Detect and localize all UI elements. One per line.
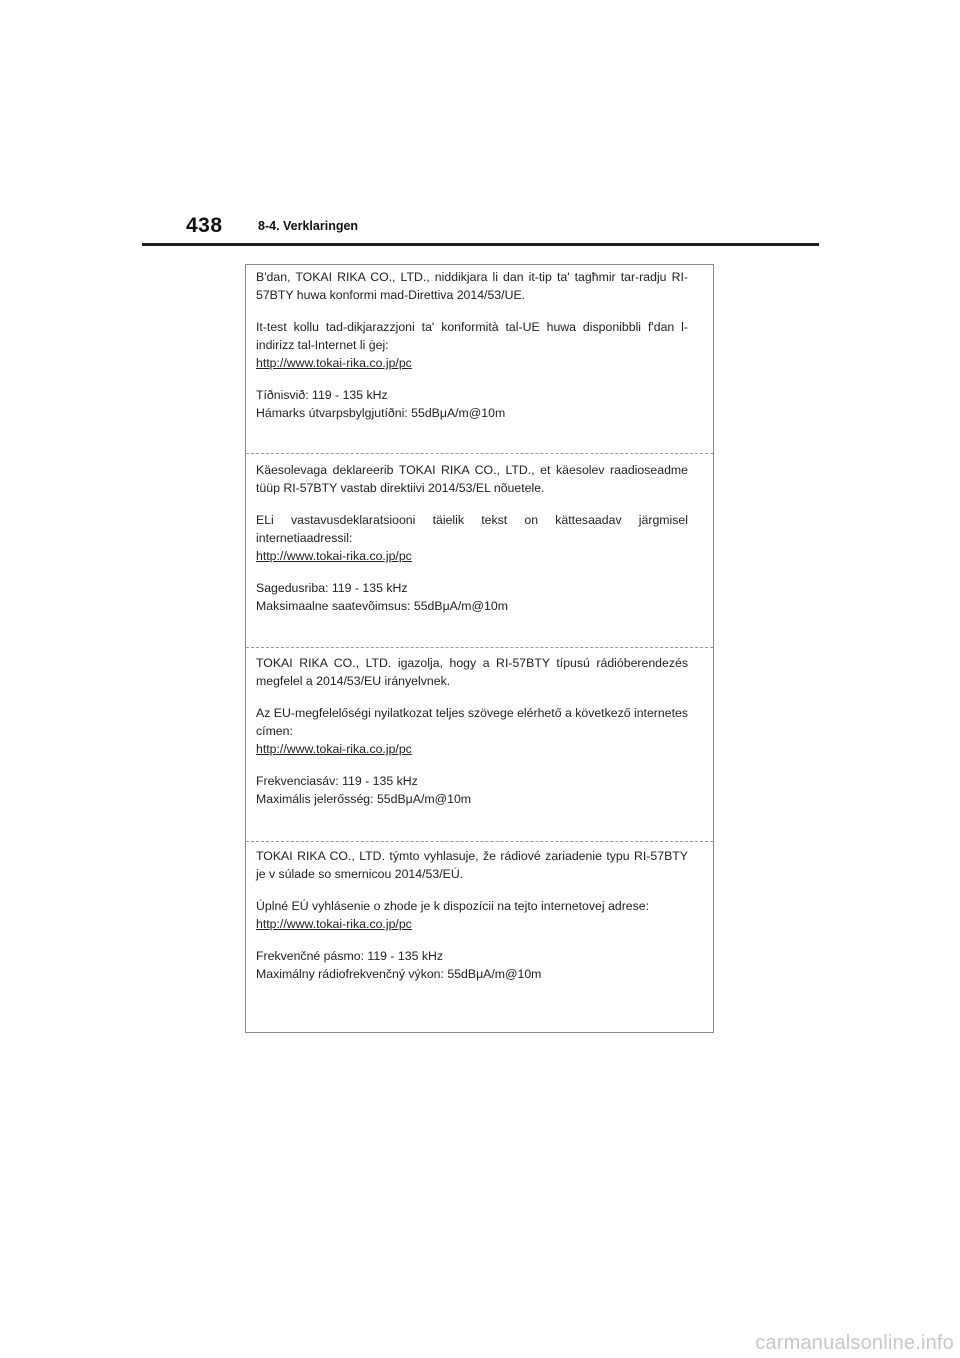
availability-text: ELi vastavusdeklaratsiooni täielik tekst on kättesaadav järgmisel internetiaadressil:: [256, 513, 688, 545]
header-rule: [142, 243, 819, 246]
max-power: Maximálny rádiofrekvenčný výkon: 55dBμA/m@10m: [256, 967, 542, 981]
max-power: Maximális jelerősség: 55dBμA/m@10m: [256, 792, 472, 806]
frequency-band: Frekvenčné pásmo: 119 - 135 kHz: [256, 949, 444, 963]
page-number: 438: [186, 214, 223, 237]
conformity-statement: Käesolevaga deklareerib TOKAI RIKA CO., LTD., et käesolev raadioseadme tüüp RI-57BTY vastab direktiivi 2014/53/EL nõuetele.: [256, 463, 688, 495]
declaration-block-hungarian: [256, 654, 688, 808]
conformity-statement: TOKAI RIKA CO., LTD. týmto vyhlasuje, že rádiové zariadenie typu RI-57BTY je v súlade so smernicou 2014/53/EÚ.: [256, 849, 688, 881]
declaration-link[interactable]: http://www.tokai-rika.co.jp/pc: [256, 742, 412, 756]
availability-text: Az EU-megfelelőségi nyilatkozat teljes szövege elérhető a következő internetes címen:: [256, 706, 688, 738]
declaration-link[interactable]: http://www.tokai-rika.co.jp/pc: [256, 356, 412, 370]
frequency-band: Frekvenciasáv: 119 - 135 kHz: [256, 774, 418, 788]
conformity-statement: B'dan, TOKAI RIKA CO., LTD., niddikjara li dan it-tip ta' tagħmir tar-radju RI-57BTY huwa konformi mad-Direttiva 2014/53/UE.: [256, 270, 688, 302]
availability-text: Úplné EÚ vyhlásenie o zhode je k dispozícii na tejto internetovej adrese:: [256, 899, 650, 913]
availability-text: It-test kollu tad-dikjarazzjoni ta' konformità tal-UE huwa disponibbli f'dan l-indirizz tal-Internet li ġej:: [256, 320, 688, 352]
declaration-block-slovak: [256, 847, 688, 983]
declaration-block-estonian: [256, 461, 688, 615]
frequency-band: Sagedusriba: 119 - 135 kHz: [256, 581, 408, 595]
section-divider: [246, 647, 713, 648]
max-power: Maksimaalne saatevõimsus: 55dBμA/m@10m: [256, 599, 508, 613]
site-watermark: carmanualsonline.info: [755, 1332, 954, 1354]
section-divider: [246, 841, 713, 842]
frequency-band: Tíðnisvið: 119 - 135 kHz: [256, 388, 388, 402]
declaration-link[interactable]: http://www.tokai-rika.co.jp/pc: [256, 549, 412, 563]
section-divider: [246, 453, 713, 454]
declaration-block-maltese: [256, 268, 688, 422]
max-power: Hámarks útvarpsbylgjutíðni: 55dBμA/m@10m: [256, 406, 506, 420]
conformity-statement: TOKAI RIKA CO., LTD. igazolja, hogy a RI-57BTY típusú rádióberendezés megfelel a 2014/53/EU irányelvnek.: [256, 656, 688, 688]
section-title: 8-4. Verklaringen: [258, 219, 359, 233]
declaration-link[interactable]: http://www.tokai-rika.co.jp/pc: [256, 917, 412, 931]
